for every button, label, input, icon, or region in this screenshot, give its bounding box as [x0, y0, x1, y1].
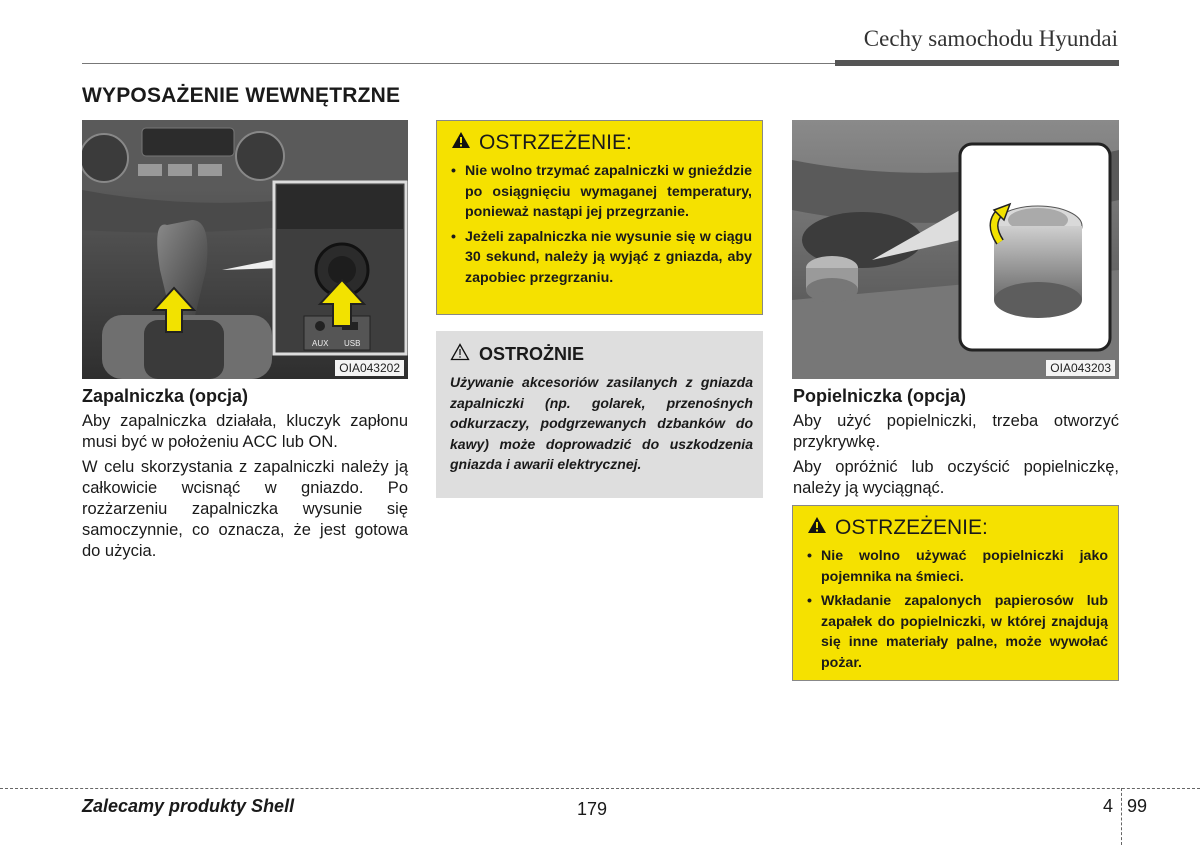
footer-section-page: 99 — [1127, 796, 1148, 816]
caution-title-text: OSTROŻNIE — [479, 344, 585, 364]
section-title: WYPOSAŻENIE WEWNĘTRZNE — [82, 84, 401, 107]
warning-triangle-icon — [807, 516, 827, 540]
footer-slogan: Zalecamy produkty Shell — [82, 796, 295, 816]
warning-item: • Nie wolno używać popielniczki jako pojemnika na śmieci. — [807, 546, 1108, 587]
ashtray-warning-box — [792, 505, 1119, 681]
lighter-warning-box — [436, 120, 763, 315]
warning-triangle-icon — [451, 131, 471, 155]
warning-item: • Nie wolno trzymać zapalniczki w gnieździe po osiągnięciu wymaganej temperatury, ponieważ nastąpi jej przegrzanie. — [451, 161, 752, 223]
caution-text: Używanie akcesoriów zasilanych z gniazda zapalniczki (np. golarek, przenośnych odkurzaczy, podgrzewanych dzbanków do kawy) może doprowadzić do uszkodzenia gniazda i awarii elektrycznej. — [450, 374, 753, 472]
image-code-left: OIA043202 — [335, 360, 404, 376]
lighter-description — [82, 411, 408, 566]
footer-chapter-number: 4 — [1103, 796, 1114, 816]
usb-port-label: USB — [344, 339, 361, 348]
warning-title — [807, 516, 1108, 540]
image-code-right: OIA043203 — [1046, 360, 1115, 376]
footer-dashed-rule — [0, 788, 1200, 789]
warning-item: • Jeżeli zapalniczka nie wysunie się w ciągu 30 sekund, należy ją wyjąć z gniazda, aby zapobiec przegrzaniu. — [451, 227, 752, 289]
header-accent-bar — [835, 60, 1119, 66]
ashtray-photo — [792, 120, 1119, 379]
warning-list — [807, 546, 1108, 674]
caution-title — [450, 343, 753, 366]
footer-page-number: 179 — [577, 799, 608, 819]
lighter-heading: Zapalniczka (opcja) — [82, 386, 249, 406]
paragraph: W celu skorzystania z zapalniczki należy ją całkowicie wcisnąć w gniazdo. Po rozżarzeniu zapalniczka wysunie się samoczynnie, co oznacza, że jest gotowa do użycia. — [82, 458, 408, 560]
aux-port-label: AUX — [312, 339, 329, 348]
lighter-caution-box — [436, 331, 763, 498]
paragraph: Aby zapalniczka działała, kluczyk zapłonu musi być w położeniu ACC lub ON. — [82, 412, 408, 451]
cigarette-lighter-photo — [82, 120, 408, 379]
paragraph: Aby opróżnić lub oczyścić popielniczkę, należy ją wyciągnąć. — [793, 458, 1119, 497]
ashtray-heading: Popielniczka (opcja) — [793, 386, 967, 406]
caution-triangle-icon — [450, 343, 470, 366]
warning-list — [451, 161, 752, 289]
paragraph: Aby użyć popielniczki, trzeba otworzyć przykrywkę. — [793, 412, 1119, 451]
ashtray-description — [793, 411, 1119, 503]
warning-item: • Wkładanie zapalonych papierosów lub zapałek do popielniczki, w której znajdują się inne materiały palne, może wywołać pożar. — [807, 591, 1108, 673]
warning-title — [451, 131, 752, 155]
footer-dashed-divider — [1121, 788, 1122, 845]
running-header-title: Cechy samochodu Hyundai — [863, 26, 1118, 51]
warning-title-text: OSTRZEŻENIE: — [479, 131, 632, 154]
warning-title-text: OSTRZEŻENIE: — [835, 516, 988, 539]
